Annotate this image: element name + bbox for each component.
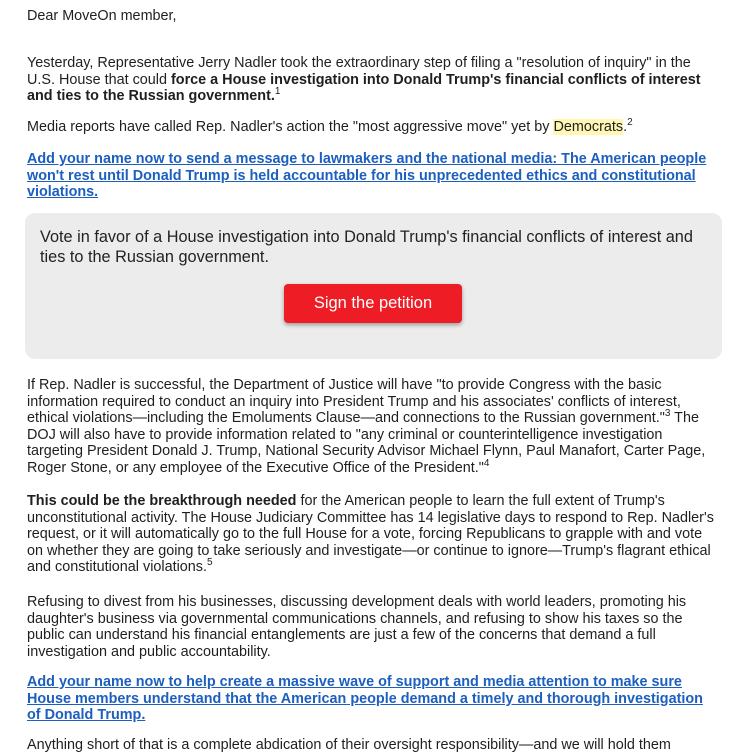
footnote-2: 2 — [627, 117, 633, 128]
bold-statement: This could be the breakthrough needed — [27, 493, 297, 509]
greeting: Dear MoveOn member, — [27, 8, 177, 24]
footnote-5: 5 — [207, 557, 213, 569]
paragraph-doj-information — [27, 377, 717, 477]
petition-box — [25, 213, 722, 359]
footnote-3: 3 — [664, 408, 671, 420]
paragraph-text-end: . — [623, 119, 628, 135]
paragraph-breakthrough — [27, 493, 717, 576]
paragraph-nadler-resolution — [27, 55, 717, 105]
paragraph-text: If Rep. Nadler is successful, the Department of Justice will have "to provide Congress with the basic information required to conduct an inquiry into President Trump and his associates' conflicts of interest, ethical violations—including the Emoluments Clause—and connections to the Russian government." — [27, 377, 681, 427]
footnote-1: 1 — [274, 86, 281, 98]
cta-paragraph-2 — [27, 674, 717, 724]
paragraph-text: Yesterday, Representative Jerry Nadler took the extraordinary step of filing a "resolution of inquiry" in the U.S. House that could — [27, 55, 691, 88]
paragraph-concerns: Refusing to divest from his businesses, discussing development deals with world leaders, promoting his daughter's business via governmental communications channels, and refusing to show his taxes so the public can understand his financial entanglements are just a few of the concerns that demand a full investigation and public accountability. — [27, 594, 687, 660]
sign-petition-button[interactable]: Sign the petition — [284, 284, 462, 323]
paragraph-text-cont: The DOJ will also have to provide information related to "any criminal or counterintelligence investigation targeting President Donald J. Trump, National Security Advisor Michael Flynn, Paul Manafort, Carter Page, Roger Stone, or any employee of the Executive Office of the President." — [27, 410, 706, 476]
petition-text: Vote in favor of a House investigation into Donald Trump's financial conflicts of interest and ties to the Russian government. — [40, 228, 693, 266]
paragraph-abdication: Anything short of that is a complete abdication of their oversight responsibility—and we will hold them — [27, 737, 671, 752]
paragraph-media-reports — [27, 119, 717, 136]
paragraph-text: Media reports have called Rep. Nadler's action the "most aggressive move" yet by — [27, 119, 554, 135]
paragraph-text: for the American people to learn the full extent of Trump's unconstitutional activity. The House Judiciary Committee has 14 legislative days to respond to Rep. Nadler's request, or it will automatically go to the full House for a vote, forcing Republicans to grapple with and vote on whether they are going to take seriously and investigate—or continue to ignore—Trump's flagrant ethical and constitutional violations. — [27, 493, 714, 576]
cta-paragraph-1 — [27, 151, 717, 201]
highlighted-democrats: Democrats — [553, 119, 624, 135]
footnote-4: 4 — [483, 457, 490, 469]
add-your-name-link-2[interactable]: Add your name now to help create a massive wave of support and media attention to make sure House members understand that the American people demand a timely and thorough investigation of Donald Trump. — [27, 674, 703, 724]
add-your-name-link[interactable]: Add your name now to send a message to lawmakers and the national media: The American people won't rest until Donald Trump is held accountable for his unprecedented ethics and constitutional violations. — [27, 151, 707, 201]
bold-statement: force a House investigation into Donald Trump's financial conflicts of interest and ties to the Russian government. — [27, 71, 701, 105]
